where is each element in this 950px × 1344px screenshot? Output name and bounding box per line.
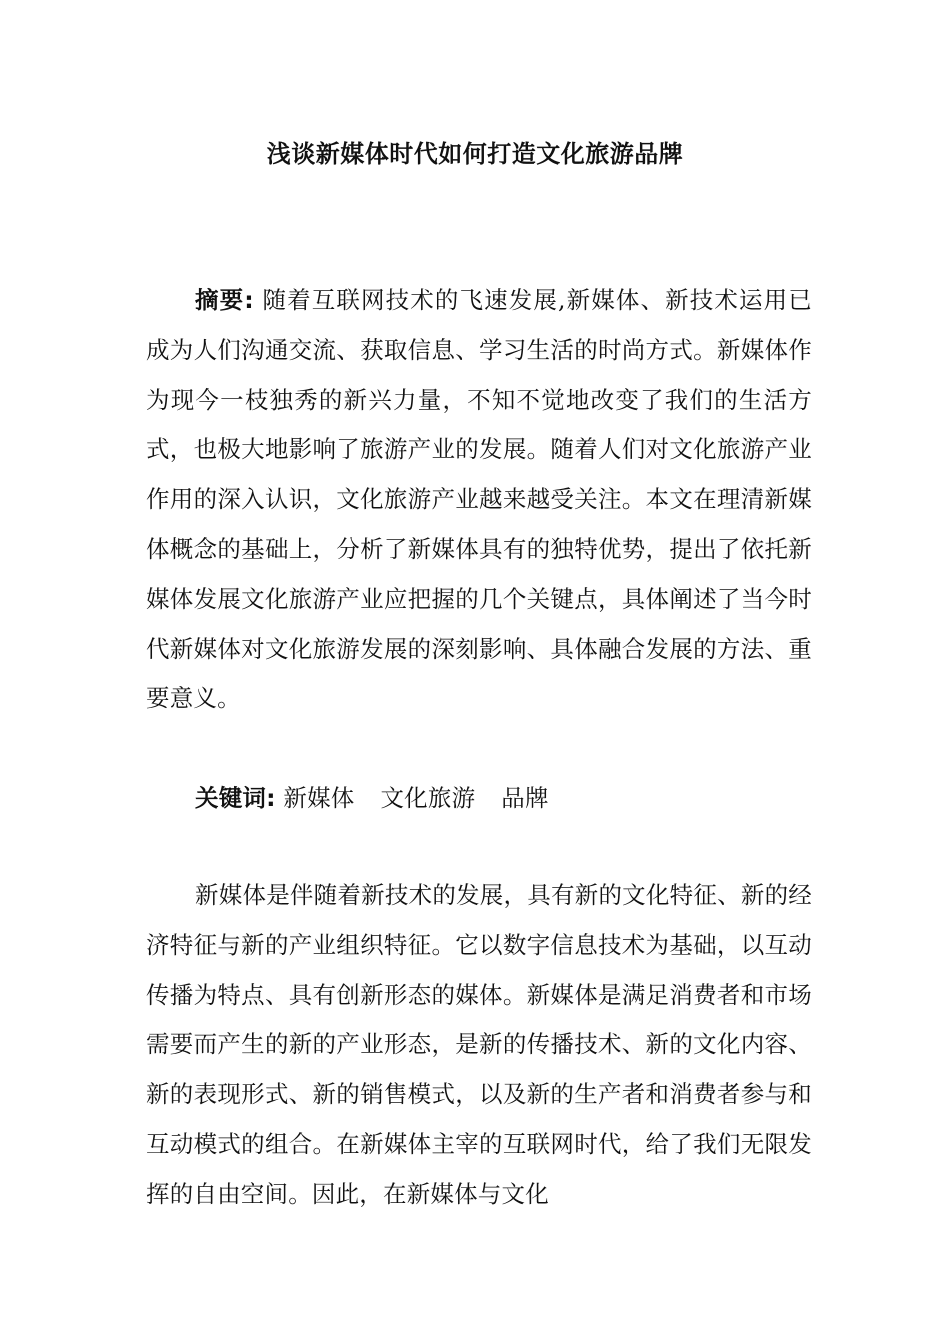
keywords-line: [146, 774, 812, 824]
keyword-item: 文化旅游: [380, 784, 476, 812]
keyword-item: 品牌: [501, 784, 549, 812]
document-title: 浅谈新媒体时代如何打造文化旅游品牌: [266, 140, 684, 168]
body-paragraph: 新媒体是伴随着新技术的发展，具有新的文化特征、新的经济特征与新的产业组织特征。它以数字信息技术为基础，以互动传播为特点、具有创新形态的媒体。新媒体是满足消费者和市场需要而产生的新的产业形态，是新的传播技术、新的文化内容、新的表现形式、新的销售模式，以及新的生产者和消费者参与和互动模式的组合。在新媒体主宰的互联网时代，给了我们无限发挥的自由空间。因此，在新媒体与文化: [146, 881, 812, 1208]
keyword-item: 新媒体: [283, 784, 355, 812]
abstract-label: 摘要:: [195, 286, 254, 314]
abstract-paragraph: [146, 276, 812, 724]
abstract-text: 随着互联网技术的飞速发展,新媒体、新技术运用已成为人们沟通交流、获取信息、学习生活的时尚方式。新媒体作为现今一枝独秀的新兴力量，不知不觉地改变了我们的生活方式，也极大地影响了旅游产业的发展。随着人们对文化旅游产业作用的深入认识，文化旅游产业越来越受关注。本文在理清新媒体概念的基础上，分析了新媒体具有的独特优势，提出了依托新媒体发展文化旅游产业应把握的几个关键点，具体阐述了当今时代新媒体对文化旅游发展的深刻影响、具体融合发展的方法、重要意义。: [146, 286, 812, 713]
keywords-label: 关键词:: [195, 784, 276, 812]
